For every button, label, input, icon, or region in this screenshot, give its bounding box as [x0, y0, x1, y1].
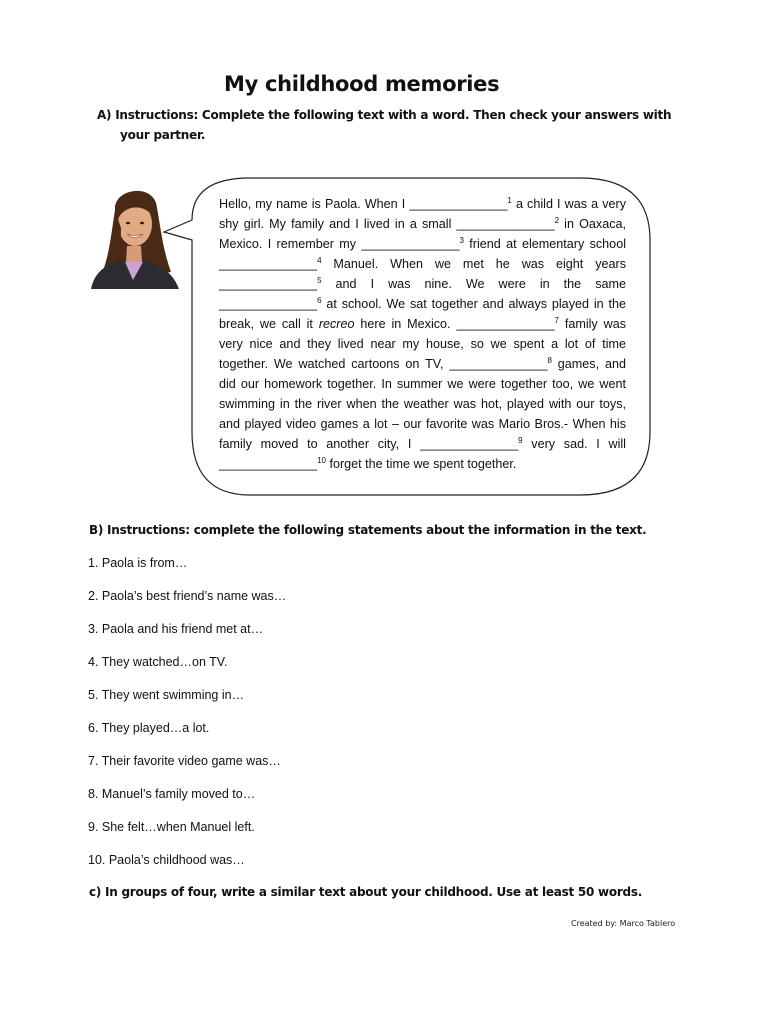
passage-line: ______________$^{10}$ forget the time we spent together.: [219, 454, 626, 474]
blank-10: ______________: [219, 457, 318, 471]
blank-1: ______________: [409, 197, 508, 211]
blank-6: ______________: [219, 297, 318, 311]
passage-line: family moved to another city, I ______________$^9$ very sad. I will: [219, 434, 626, 454]
instructions-a: [97, 105, 697, 145]
passage-line: and played video games a lot – our favorite was Mario Bros.- When his: [219, 417, 626, 431]
passage-line: ______________$^5$ and I was nine. We were in the same: [219, 274, 626, 294]
instructions-b: B) Instructions: complete the following statements about the information in the text.: [89, 523, 647, 537]
question-item: 3. Paola and his friend met at…: [88, 622, 264, 636]
story-passage: [219, 194, 626, 474]
blank-8: ______________: [449, 357, 548, 371]
instructions-a-line2: your partner.: [120, 128, 206, 142]
instructions-c: c) In groups of four, write a similar text about your childhood. Use at least 50 words.: [89, 885, 643, 899]
passage-line: ______________$^6$ at school. We sat together and always played in the: [219, 294, 626, 314]
passage-line: swimming in the river when the weather was hot, played with our toys,: [219, 397, 626, 411]
question-item: 5. They went swimming in…: [88, 688, 245, 702]
author-credit: Created by: Marco Tablero: [571, 919, 676, 928]
passage-line: very nice and they lived near my house, so we spent a lot of time: [219, 337, 626, 351]
section-a-label: A): [97, 108, 112, 122]
question-item: 8. Manuel’s family moved to…: [88, 787, 256, 801]
passage-line: Mexico. I remember my ______________$^3$ friend at elementary school: [219, 234, 626, 254]
passage-line: together. We watched cartoons on TV, ______________$^8$ games, and: [219, 354, 626, 374]
question-item: 6. They played…a lot.: [88, 721, 210, 735]
page-title: My childhood memories: [224, 72, 500, 96]
passage-line: ______________$^4$ Manuel. When we met he was eight years: [219, 254, 626, 274]
question-item: 7. Their favorite video game was…: [88, 754, 281, 768]
question-item: 10. Paola’s childhood was…: [88, 853, 245, 867]
blank-2: ______________: [456, 217, 555, 231]
passage-line: break, we call it recreo here in Mexico. ______________$^7$ family was: [219, 314, 626, 334]
blank-3: ______________: [361, 237, 460, 251]
question-item: 9. She felt…when Manuel left.: [88, 820, 255, 834]
blank-9: ______________: [420, 437, 519, 451]
instructions-a-line1: Instructions: Complete the following text with a word. Then check your answers with: [115, 108, 672, 122]
blank-7: ______________: [456, 317, 555, 331]
italic-word: recreo: [318, 317, 355, 331]
passage-line: shy girl. My family and I lived in a small ______________$^2$ in Oaxaca,: [219, 214, 626, 234]
passage-line: Hello, my name is Paola. When I ______________$^1$ a child I was a very: [219, 194, 626, 214]
passage-line: did our homework together. In summer we were together too, we went: [219, 377, 626, 391]
question-item: 2. Paola’s best friend’s name was…: [88, 589, 287, 603]
blank-4: ______________: [219, 257, 318, 271]
question-list: [88, 553, 286, 883]
question-item: 1. Paola is from…: [88, 556, 188, 570]
question-item: 4. They watched…on TV.: [88, 655, 228, 669]
blank-5: ______________: [219, 277, 318, 291]
